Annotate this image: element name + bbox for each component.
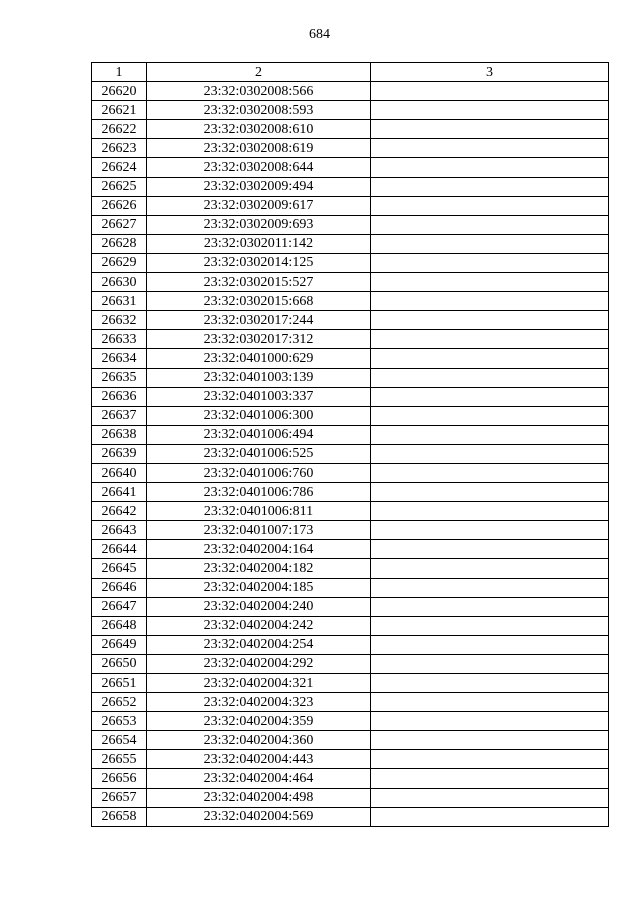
column-header-1: 1 <box>92 63 147 82</box>
cadastral-number-cell: 23:32:0401006:811 <box>147 502 371 521</box>
note-cell <box>371 273 609 292</box>
row-number-cell: 26637 <box>92 406 147 425</box>
table-row <box>92 654 609 673</box>
table-row <box>92 82 609 101</box>
cadastral-number-cell: 23:32:0402004:323 <box>147 693 371 712</box>
note-cell <box>371 578 609 597</box>
cadastral-number-cell: 23:32:0402004:359 <box>147 712 371 731</box>
table-row <box>92 158 609 177</box>
note-cell <box>371 616 609 635</box>
row-number-cell: 26624 <box>92 158 147 177</box>
note-cell <box>371 406 609 425</box>
note-cell <box>371 788 609 807</box>
table-row <box>92 273 609 292</box>
note-cell <box>371 463 609 482</box>
row-number-cell: 26646 <box>92 578 147 597</box>
note-cell <box>371 196 609 215</box>
note-cell <box>371 483 609 502</box>
note-cell <box>371 387 609 406</box>
row-number-cell: 26631 <box>92 292 147 311</box>
note-cell <box>371 330 609 349</box>
row-number-cell: 26650 <box>92 654 147 673</box>
row-number-cell: 26628 <box>92 234 147 253</box>
cadastral-number-cell: 23:32:0302017:244 <box>147 311 371 330</box>
table-row <box>92 712 609 731</box>
table-row <box>92 196 609 215</box>
row-number-cell: 26634 <box>92 349 147 368</box>
note-cell <box>371 158 609 177</box>
cadastral-number-cell: 23:32:0401003:337 <box>147 387 371 406</box>
cadastral-number-cell: 23:32:0401006:760 <box>147 463 371 482</box>
cadastral-number-cell: 23:32:0402004:164 <box>147 540 371 559</box>
table-row <box>92 616 609 635</box>
cadastral-number-cell: 23:32:0302009:494 <box>147 177 371 196</box>
row-number-cell: 26636 <box>92 387 147 406</box>
row-number-cell: 26654 <box>92 731 147 750</box>
row-number-cell: 26621 <box>92 101 147 120</box>
cadastral-number-cell: 23:32:0401006:786 <box>147 483 371 502</box>
cadastral-number-cell: 23:32:0302009:617 <box>147 196 371 215</box>
table-row <box>92 769 609 788</box>
cadastral-number-cell: 23:32:0402004:360 <box>147 731 371 750</box>
column-header-3: 3 <box>371 63 609 82</box>
table-row <box>92 693 609 712</box>
cadastral-number-cell: 23:32:0402004:464 <box>147 769 371 788</box>
row-number-cell: 26623 <box>92 139 147 158</box>
note-cell <box>371 540 609 559</box>
row-number-cell: 26635 <box>92 368 147 387</box>
cadastral-number-cell: 23:32:0401003:139 <box>147 368 371 387</box>
table-row <box>92 444 609 463</box>
table-row <box>92 731 609 750</box>
table-row <box>92 674 609 693</box>
cadastral-number-cell: 23:32:0302014:125 <box>147 253 371 272</box>
row-number-cell: 26647 <box>92 597 147 616</box>
row-number-cell: 26652 <box>92 693 147 712</box>
row-number-cell: 26645 <box>92 559 147 578</box>
row-number-cell: 26649 <box>92 635 147 654</box>
note-cell <box>371 139 609 158</box>
table-row <box>92 215 609 234</box>
cadastral-number-cell: 23:32:0401006:525 <box>147 444 371 463</box>
table-row <box>92 463 609 482</box>
cadastral-number-cell: 23:32:0302008:619 <box>147 139 371 158</box>
note-cell <box>371 82 609 101</box>
note-cell <box>371 292 609 311</box>
row-number-cell: 26629 <box>92 253 147 272</box>
cadastral-number-cell: 23:32:0302011:142 <box>147 234 371 253</box>
cadastral-number-cell: 23:32:0402004:185 <box>147 578 371 597</box>
row-number-cell: 26657 <box>92 788 147 807</box>
cadastral-number-cell: 23:32:0402004:254 <box>147 635 371 654</box>
table-row <box>92 406 609 425</box>
cadastral-number-cell: 23:32:0402004:498 <box>147 788 371 807</box>
cadastral-number-cell: 23:32:0401007:173 <box>147 521 371 540</box>
cadastral-number-cell: 23:32:0401006:300 <box>147 406 371 425</box>
table-row <box>92 368 609 387</box>
cadastral-number-cell: 23:32:0302009:693 <box>147 215 371 234</box>
row-number-cell: 26622 <box>92 120 147 139</box>
row-number-cell: 26648 <box>92 616 147 635</box>
cadastral-number-cell: 23:32:0302008:593 <box>147 101 371 120</box>
row-number-cell: 26633 <box>92 330 147 349</box>
note-cell <box>371 253 609 272</box>
table-row <box>92 387 609 406</box>
cadastral-number-cell: 23:32:0402004:443 <box>147 750 371 769</box>
note-cell <box>371 674 609 693</box>
table-row <box>92 635 609 654</box>
table-row <box>92 292 609 311</box>
table-row <box>92 101 609 120</box>
table-row <box>92 502 609 521</box>
note-cell <box>371 597 609 616</box>
table-body <box>92 82 609 827</box>
table-row <box>92 177 609 196</box>
row-number-cell: 26625 <box>92 177 147 196</box>
table-row <box>92 120 609 139</box>
cadastral-number-cell: 23:32:0302008:566 <box>147 82 371 101</box>
cadastral-number-cell: 23:32:0302008:610 <box>147 120 371 139</box>
note-cell <box>371 444 609 463</box>
note-cell <box>371 349 609 368</box>
cadastral-number-cell: 23:32:0402004:240 <box>147 597 371 616</box>
table-row <box>92 750 609 769</box>
note-cell <box>371 559 609 578</box>
note-cell <box>371 750 609 769</box>
note-cell <box>371 635 609 654</box>
row-number-cell: 26658 <box>92 807 147 826</box>
table-row <box>92 788 609 807</box>
note-cell <box>371 807 609 826</box>
table-row <box>92 578 609 597</box>
row-number-cell: 26651 <box>92 674 147 693</box>
row-number-cell: 26630 <box>92 273 147 292</box>
registry-table <box>91 62 609 827</box>
row-number-cell: 26656 <box>92 769 147 788</box>
table-row <box>92 234 609 253</box>
note-cell <box>371 234 609 253</box>
row-number-cell: 26644 <box>92 540 147 559</box>
note-cell <box>371 654 609 673</box>
table-header-row <box>92 63 609 82</box>
note-cell <box>371 311 609 330</box>
note-cell <box>371 120 609 139</box>
row-number-cell: 26642 <box>92 502 147 521</box>
table-row <box>92 483 609 502</box>
note-cell <box>371 769 609 788</box>
cadastral-number-cell: 23:32:0302017:312 <box>147 330 371 349</box>
note-cell <box>371 368 609 387</box>
note-cell <box>371 521 609 540</box>
row-number-cell: 26653 <box>92 712 147 731</box>
cadastral-number-cell: 23:32:0401000:629 <box>147 349 371 368</box>
table-row <box>92 139 609 158</box>
note-cell <box>371 693 609 712</box>
note-cell <box>371 502 609 521</box>
row-number-cell: 26632 <box>92 311 147 330</box>
note-cell <box>371 177 609 196</box>
table-row <box>92 559 609 578</box>
table-row <box>92 807 609 826</box>
row-number-cell: 26626 <box>92 196 147 215</box>
row-number-cell: 26627 <box>92 215 147 234</box>
note-cell <box>371 101 609 120</box>
row-number-cell: 26620 <box>92 82 147 101</box>
cadastral-number-cell: 23:32:0302015:527 <box>147 273 371 292</box>
row-number-cell: 26639 <box>92 444 147 463</box>
table-row <box>92 330 609 349</box>
row-number-cell: 26641 <box>92 483 147 502</box>
table-row <box>92 521 609 540</box>
column-header-2: 2 <box>147 63 371 82</box>
table-row <box>92 253 609 272</box>
table-row <box>92 540 609 559</box>
cadastral-number-cell: 23:32:0402004:321 <box>147 674 371 693</box>
page-number: 684 <box>309 27 330 42</box>
cadastral-number-cell: 23:32:0302015:668 <box>147 292 371 311</box>
note-cell <box>371 731 609 750</box>
row-number-cell: 26655 <box>92 750 147 769</box>
row-number-cell: 26643 <box>92 521 147 540</box>
note-cell <box>371 712 609 731</box>
note-cell <box>371 425 609 444</box>
table-row <box>92 349 609 368</box>
table-row <box>92 425 609 444</box>
row-number-cell: 26638 <box>92 425 147 444</box>
cadastral-number-cell: 23:32:0401006:494 <box>147 425 371 444</box>
cadastral-number-cell: 23:32:0402004:242 <box>147 616 371 635</box>
cadastral-number-cell: 23:32:0402004:182 <box>147 559 371 578</box>
cadastral-number-cell: 23:32:0402004:292 <box>147 654 371 673</box>
row-number-cell: 26640 <box>92 463 147 482</box>
cadastral-number-cell: 23:32:0302008:644 <box>147 158 371 177</box>
table-row <box>92 597 609 616</box>
cadastral-number-cell: 23:32:0402004:569 <box>147 807 371 826</box>
table-row <box>92 311 609 330</box>
note-cell <box>371 215 609 234</box>
